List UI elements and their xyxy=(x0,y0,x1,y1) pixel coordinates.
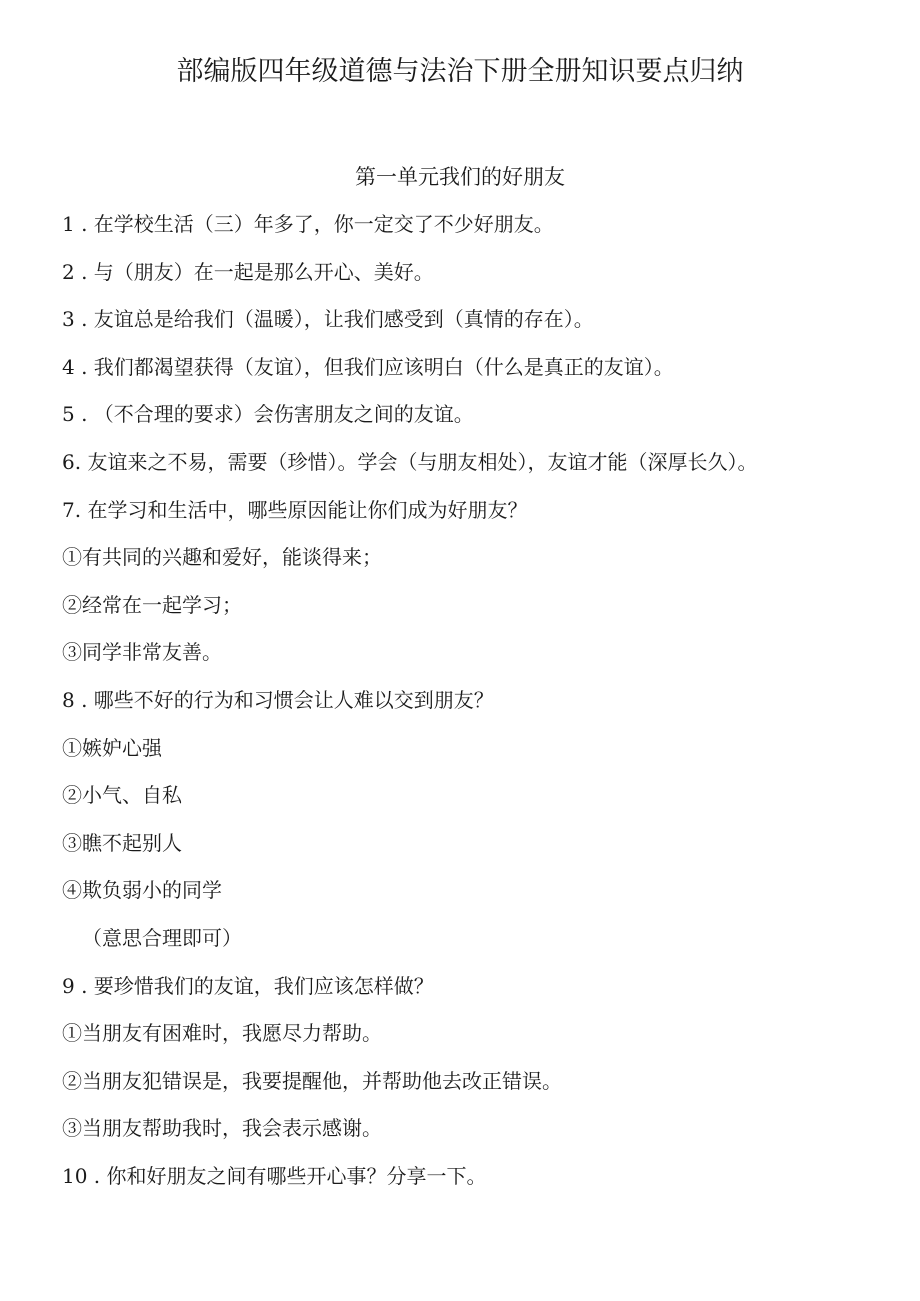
answer-8-3: ③瞧不起别人 xyxy=(62,830,182,855)
question-7: 7. 在学习和生活中，哪些原因能让你们成为好朋友？ xyxy=(62,497,528,522)
answer-7-1: ①有共同的兴趣和爱好，能谈得来； xyxy=(62,545,382,570)
document-title: 部编版四年级道德与法治下册全册知识要点归纳 xyxy=(176,56,744,87)
answer-8-4: ④欺负弱小的同学 xyxy=(62,878,222,903)
question-9: 9 . 要珍惜我们的友谊，我们应该怎样做？ xyxy=(62,973,434,998)
answer-9-1: ①当朋友有困难时，我愿尽力帮助。 xyxy=(62,1021,382,1046)
answer-8-2: ②小气、自私 xyxy=(62,783,182,808)
document-body xyxy=(62,208,902,1207)
answer-8-1: ①嫉妒心强 xyxy=(62,735,162,760)
answer-7-2: ②经常在一起学习； xyxy=(62,592,242,617)
item-4: 4 . 我们都渴望获得（友谊），但我们应该明白（什么是真正的友谊）。 xyxy=(62,354,674,379)
answer-9-2: ②当朋友犯错误是，我要提醒他，并帮助他去改正错误。 xyxy=(62,1068,562,1093)
item-1: 1 . 在学校生活（三）年多了，你一定交了不少好朋友。 xyxy=(62,212,554,236)
item-6: 6. 友谊来之不易，需要（珍惜）。学会（与朋友相处），友谊才能（深厚长久）。 xyxy=(62,449,758,474)
unit-heading: 第一单元我们的好朋友 xyxy=(355,165,565,189)
item-3: 3 . 友谊总是给我们（温暖），让我们感受到（真情的存在）。 xyxy=(62,307,594,332)
answer-7-3: ③同学非常友善。 xyxy=(62,640,222,665)
item-5: 5 . （不合理的要求）会伤害朋友之间的友谊。 xyxy=(62,402,474,427)
answer-8-note: （意思合理即可） xyxy=(82,925,242,950)
question-8: 8 . 哪些不好的行为和习惯会让人难以交到朋友？ xyxy=(62,687,494,712)
answer-9-3: ③当朋友帮助我时，我会表示感谢。 xyxy=(62,1116,382,1141)
item-2: 2 . 与（朋友）在一起是那么开心、美好。 xyxy=(62,259,434,284)
question-10: 10 . 你和好朋友之间有哪些开心事？分享一下。 xyxy=(62,1163,487,1188)
